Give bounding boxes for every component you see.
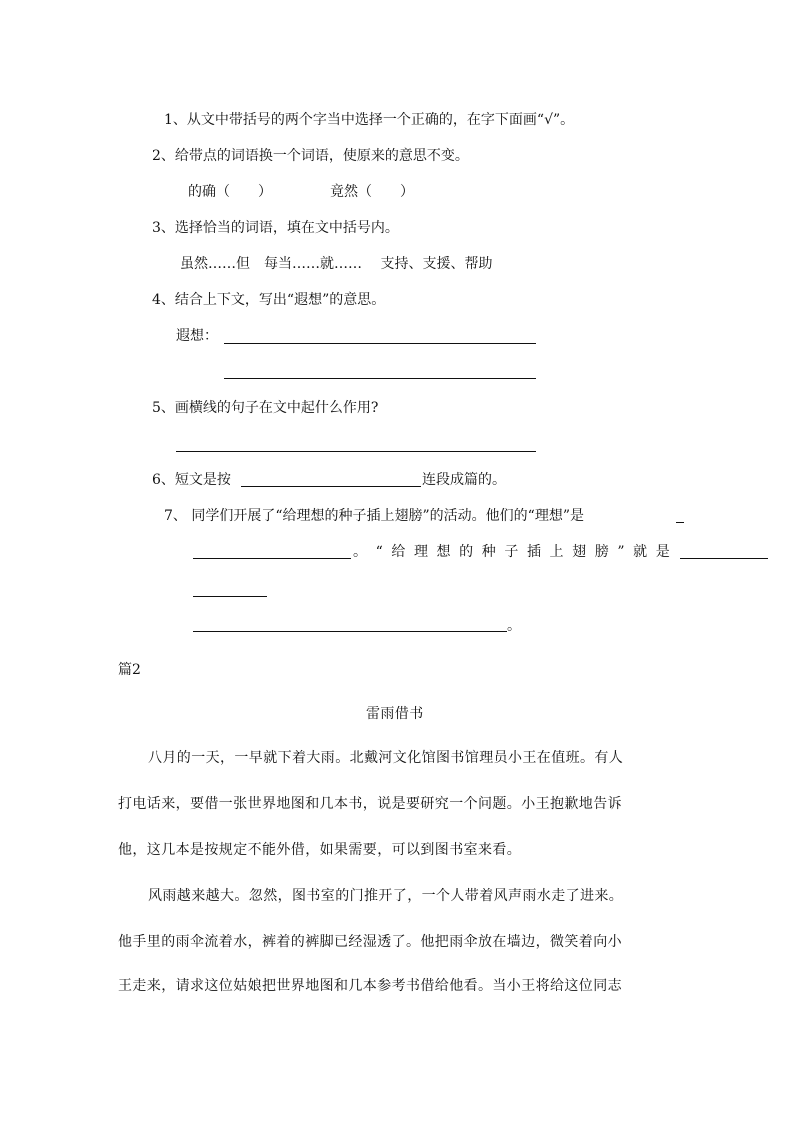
q2-word-1: 的确（ ） xyxy=(188,184,272,200)
q5-answer-line[interactable] xyxy=(176,451,536,452)
q2-word-2: 竟然（ ） xyxy=(330,184,414,200)
question-2: 2、给带点的词语换一个词语，使原来的意思不变。 xyxy=(152,148,469,164)
story-line-1: 八月的一天，一早就下着大雨。北戴河文化馆图书馆理员小王在值班。有人 xyxy=(148,750,624,766)
q7-answer-line-3[interactable] xyxy=(680,558,768,559)
story-line-5: 他手里的雨伞流着水，裤着的裤脚已经湿透了。他把雨伞放在墙边，微笑着向小 xyxy=(118,934,622,950)
q4-answer-line-1[interactable] xyxy=(224,343,536,344)
story-line-6: 王走来，请求这位姑娘把世界地图和几本参考书借给他看。当小王将给这位同志 xyxy=(118,978,622,994)
question-7-middle: 。“给理想的种子插上翅膀”就是 xyxy=(353,544,679,560)
q7-answer-line-4[interactable] xyxy=(193,596,267,597)
question-5: 5、画横线的句子在文中起什么作用? xyxy=(152,400,379,416)
q4-answer-line-2[interactable] xyxy=(224,378,536,379)
q7-answer-line-1[interactable] xyxy=(676,522,684,523)
q7-answer-line-2[interactable] xyxy=(193,558,351,559)
question-1: 1、从文中带括号的两个字当中选择一个正确的，在字下面画“√”。 xyxy=(164,112,575,128)
question-4: 4、结合上下文，写出“遐想”的意思。 xyxy=(152,292,386,308)
q6-answer-line[interactable] xyxy=(241,486,421,487)
q4-label: 遐想： xyxy=(176,328,218,344)
story-line-4: 风雨越来越大。忽然，图书室的门推开了，一个人带着风声雨水走了进来。 xyxy=(148,888,624,904)
q3-options: 虽然……但 每当……就…… 支持、支援、帮助 xyxy=(180,256,493,272)
question-3: 3、选择恰当的词语，填在文中括号内。 xyxy=(152,220,399,236)
question-7-end: 。 xyxy=(507,618,521,634)
question-6-suffix: 连段成篇的。 xyxy=(422,472,506,488)
story-line-2: 打电话来，要借一张世界地图和几本书，说是要研究一个问题。小王抱歉地告诉 xyxy=(118,796,622,812)
question-7: 7、 同学们开展了“给理想的种子插上翅膀”的活动。他们的“理想”是 xyxy=(164,508,584,524)
story-title: 雷雨借书 xyxy=(366,706,424,722)
story-line-3: 他，这几本是按规定不能外借，如果需要，可以到图书室来看。 xyxy=(118,842,522,858)
section-2-label: 篇2 xyxy=(118,662,141,678)
q7-answer-line-5[interactable] xyxy=(193,631,507,632)
question-6-prefix: 6、短文是按 xyxy=(152,472,231,488)
